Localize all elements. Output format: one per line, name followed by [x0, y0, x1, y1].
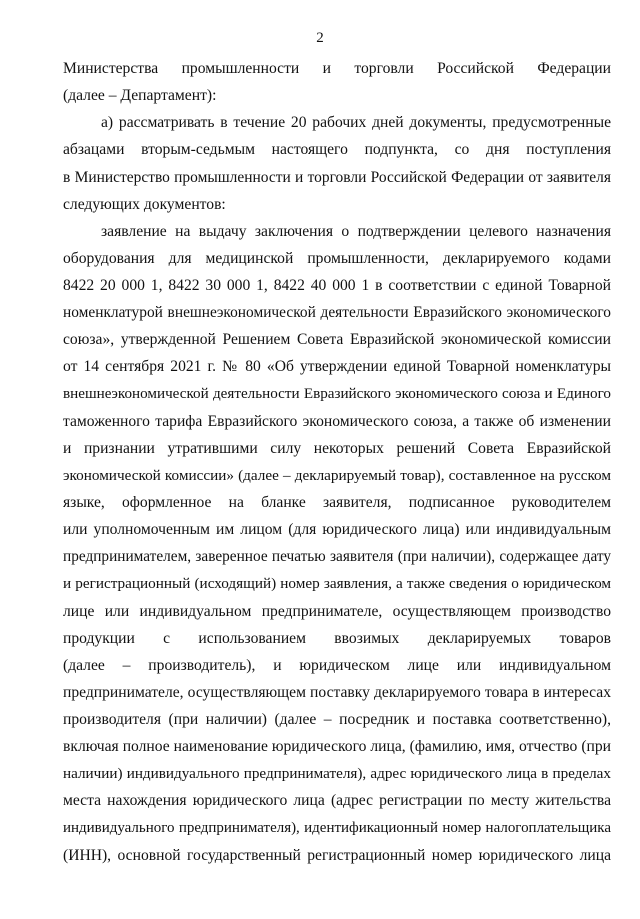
text-line: абзацами вторым-седьмым настоящего подпункта, со дня поступления: [63, 141, 611, 159]
text-line: оборудования для медицинской промышленности, декларируемого кодами: [63, 249, 611, 267]
text-line: (далее – производитель), и юридическом лице или индивидуальном: [63, 656, 611, 674]
text-line: Министерства промышленности и торговли Российской Федерации: [63, 60, 611, 77]
text-line: а) рассматривать в течение 20 рабочих дней документы, предусмотренные: [101, 114, 611, 132]
text-line: и признании утратившими силу некоторых решений Совета Евразийской: [63, 439, 611, 457]
text-line: предпринимателе, осуществляющем поставку декларируемого товара в интересах: [63, 683, 611, 701]
text-line: лице или индивидуальном предпринимателе, осуществляющем производство: [63, 602, 611, 620]
text-line: 8422 20 000 1, 8422 30 000 1, 8422 40 000 1 в соответствии с единой Товарной: [63, 277, 611, 294]
text-line: продукции с использованием ввозимых декларируемых товаров: [63, 629, 611, 647]
document-body: [63, 55, 611, 869]
text-line: или уполномоченным им лицом (для юридического лица) или индивидуальным: [63, 521, 611, 539]
text-line: индивидуального предпринимателя), идентификационный номер налогоплательщика: [63, 819, 611, 836]
text-line: (далее – Департамент):: [63, 87, 217, 105]
text-line: заявление на выдачу заключения о подтверждении целевого назначения: [101, 222, 611, 240]
text-line: от 14 сентября 2021 г. № 80 «Об утверждении единой Товарной номенклатуры: [63, 358, 611, 376]
text-line: номенклатурой внешнеэкономической деятельности Евразийского экономического: [63, 304, 611, 322]
text-line: экономической комиссии» (далее – декларируемый товар), составленное на русском: [63, 466, 611, 484]
text-line: в Министерство промышленности и торговли Российской Федерации от заявителя: [63, 168, 611, 186]
text-line: таможенного тарифа Евразийского экономического союза, а также об изменении: [63, 412, 611, 430]
text-line: предпринимателем, заверенное печатью заявителя (при наличии), содержащее дату: [63, 548, 611, 566]
text-line: языке, оформленное на бланке заявителя, подписанное руководителем: [63, 494, 611, 511]
text-line: производителя (при наличии) (далее – посредник и поставка соответственно),: [63, 711, 611, 728]
text-line: союза», утвержденной Решением Совета Евразийской экономической комиссии: [63, 331, 611, 349]
text-line: следующих документов:: [63, 195, 226, 213]
text-line: (ИНН), основной государственный регистрационный номер юридического лица: [63, 846, 611, 864]
text-line: места нахождения юридического лица (адрес регистрации по месту жительства: [63, 792, 611, 810]
text-line: наличии) индивидуального предпринимателя), адрес юридического лица в пределах: [63, 765, 611, 783]
text-line: включая полное наименование юридического лица, (фамилию, имя, отчество (при: [63, 738, 611, 756]
page-number: 2: [316, 30, 324, 46]
text-line: и регистрационный (исходящий) номер заявления, а также сведения о юридическом: [63, 575, 611, 593]
text-line: внешнеэкономической деятельности Евразийского экономического союза и Единого: [63, 385, 611, 402]
